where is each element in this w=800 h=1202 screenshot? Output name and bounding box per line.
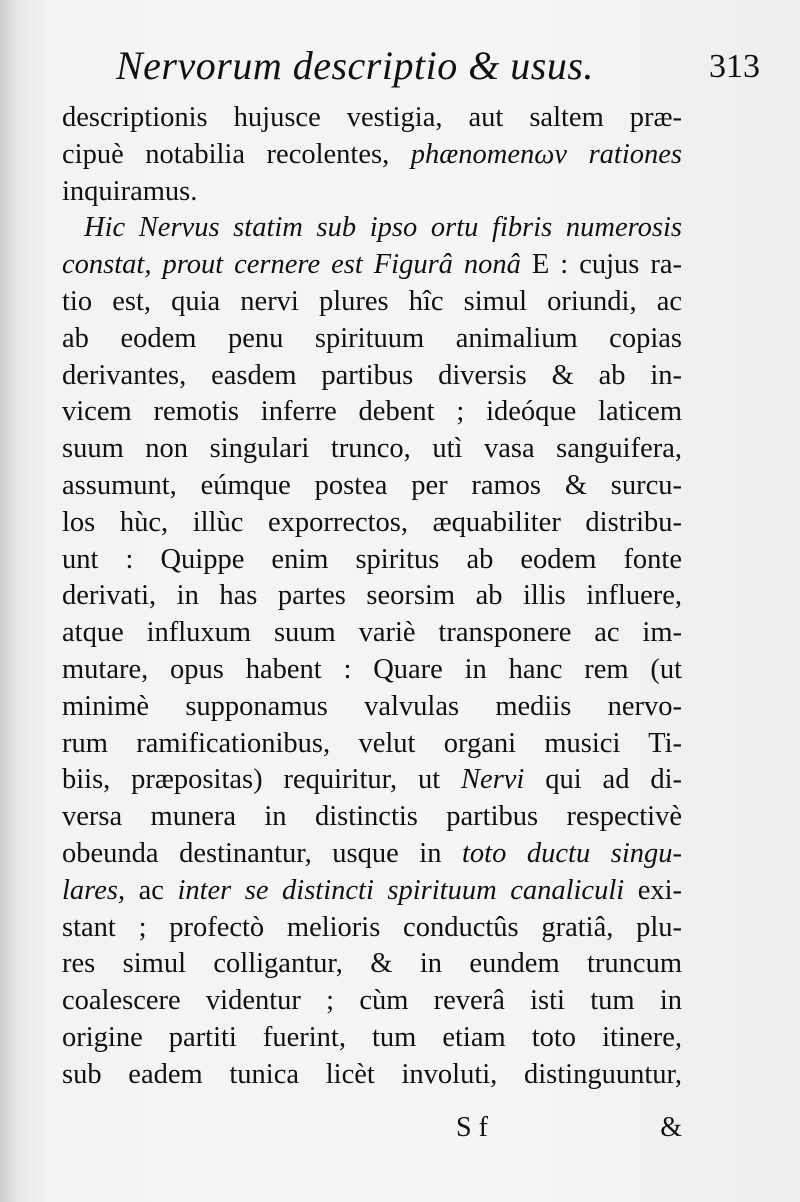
text-line [62, 873, 682, 910]
text-line [62, 284, 682, 321]
text-segment: mutare, opus habent : Quare in hanc rem (ut [62, 653, 682, 685]
text-line [62, 836, 682, 873]
text-segment: coalescere videntur ; cùm reverâ isti tum in [62, 985, 682, 1017]
text-segment: vicem remotis inferre debent ; ideóque laticem [62, 396, 682, 428]
text-segment: qui ad di- [524, 764, 682, 796]
page-edge-shadow [0, 0, 18, 1202]
text-line [62, 652, 682, 689]
text-line [62, 578, 682, 615]
signature-mark: S f [456, 1112, 488, 1143]
text-segment: tio est, quia nervi plures hîc simul oriundi, ac [62, 285, 682, 317]
text-line [62, 799, 682, 836]
text-line [62, 762, 682, 799]
italic-segment: constat, prout cernere est Figurâ nonâ [62, 249, 532, 281]
text-line [62, 431, 682, 468]
text-line [62, 174, 682, 211]
text-segment: sub eadem tunica licèt involuti, distinguuntur, [62, 1058, 682, 1090]
text-segment: res simul colligantur, & in eundem truncum [62, 948, 682, 980]
text-line [62, 910, 682, 947]
text-segment: suum non singulari trunco, utì vasa sanguifera, [62, 433, 682, 465]
text-segment: exi- [624, 874, 683, 906]
page-footer [62, 1112, 682, 1152]
text-line [62, 468, 682, 505]
catchword: & [660, 1112, 682, 1143]
page-number: 313 [709, 48, 760, 85]
text-line [62, 615, 682, 652]
text-line [62, 321, 682, 358]
page-header [60, 40, 760, 100]
text-segment: rum ramificationibus, velut organi musici Ti- [62, 727, 682, 759]
text-segment: biis, præpositas) requiritur, ut [62, 764, 462, 796]
italic-segment: Hic Nervus statim sub ipso ortu fibris numerosis [84, 212, 682, 244]
text-line [62, 358, 682, 395]
text-segment: ac [125, 874, 178, 906]
text-line [62, 542, 682, 579]
text-segment: cipuè notabilia recolentes, [62, 138, 411, 170]
body-text [62, 100, 682, 1094]
text-segment: origine partiti fuerint, tum etiam toto itinere, [62, 1021, 682, 1053]
text-line [62, 505, 682, 542]
italic-segment: lares, [62, 874, 126, 906]
text-segment: obeunda destinantur, usque in [62, 837, 463, 869]
italic-segment: phænomenων rationes [410, 138, 682, 170]
text-line [62, 247, 682, 284]
text-line [62, 726, 682, 763]
running-title: Nervorum descriptio & usus. [116, 43, 594, 88]
italic-segment: Nervi [461, 764, 525, 796]
text-segment: descriptionis hujusce vestigia, aut saltem præ- [62, 102, 682, 133]
text-segment: ab eodem penu spirituum animalium copias [62, 322, 682, 354]
italic-segment: toto ductu singu- [462, 837, 683, 869]
text-line [62, 689, 682, 726]
text-segment: los hùc, illùc exporrectos, æquabiliter distribu- [62, 506, 682, 538]
text-segment: unt : Quippe enim spiritus ab eodem fonte [62, 543, 682, 575]
text-line [62, 137, 682, 174]
text-line [62, 394, 682, 431]
text-segment: atque influxum suum variè transponere ac im- [62, 617, 682, 649]
italic-segment: inter se distincti spirituum canaliculi [177, 874, 625, 906]
text-segment: derivati, in has partes seorsim ab illis influere, [62, 580, 682, 612]
text-segment: assumunt, eúmque postea per ramos & surcu- [62, 469, 682, 501]
text-line [62, 946, 682, 983]
text-line [62, 983, 682, 1020]
text-segment: minimè supponamus valvulas mediis nervo- [62, 690, 682, 722]
text-segment: versa munera in distinctis partibus respectivè [62, 801, 682, 833]
text-line [62, 1057, 682, 1094]
text-segment: derivantes, easdem partibus diversis & ab in- [62, 359, 682, 391]
text-line [62, 210, 682, 247]
text-segment: inquiramus. [62, 175, 198, 207]
text-line [62, 100, 682, 137]
text-line [62, 1020, 682, 1057]
text-segment: E : cujus ra- [531, 249, 682, 281]
text-segment: stant ; profectò melioris conductûs gratiâ, plu- [62, 911, 682, 943]
